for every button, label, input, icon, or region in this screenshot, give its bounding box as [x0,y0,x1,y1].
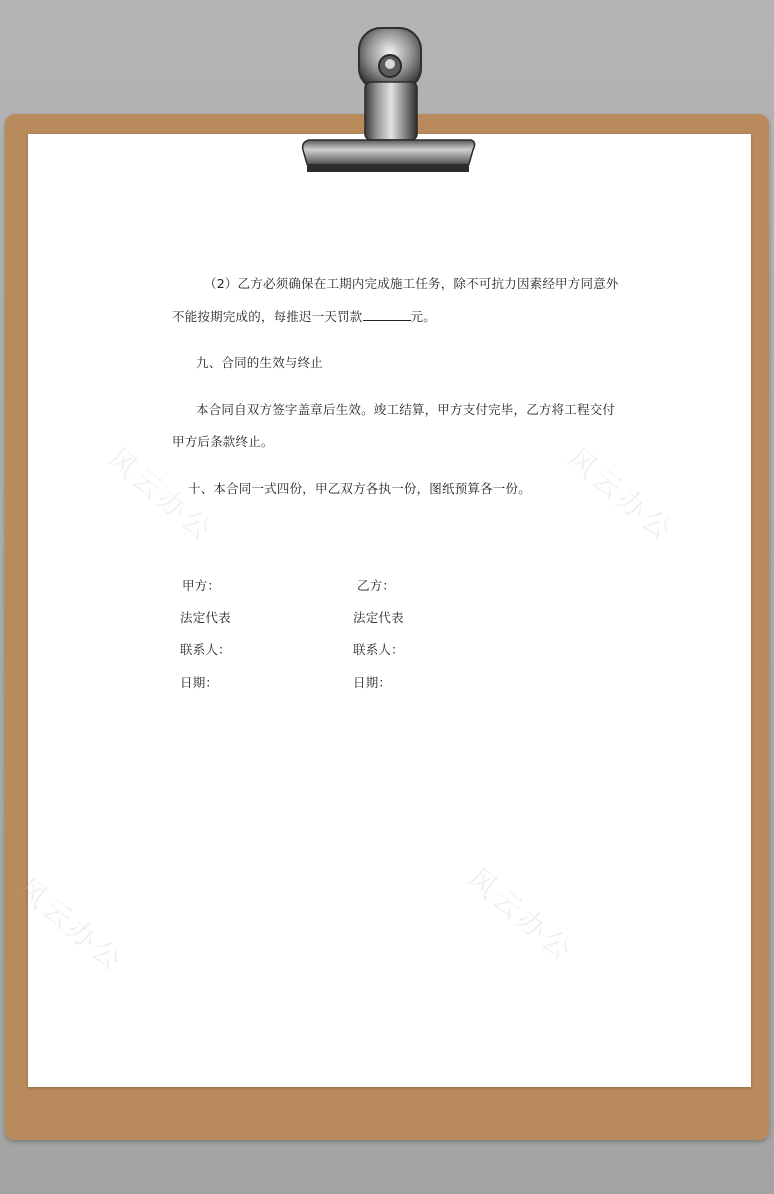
paragraph-effect-1: 本合同自双方签字盖章后生效。竣工结算，甲方支付完毕，乙方将工程交付 [196,402,616,417]
legal-rep-a-label: 法定代表 [180,610,231,625]
section-heading-9: 九、合同的生效与终止 [196,355,324,370]
watermark: 风云办公 [101,441,221,549]
party-b-label: 乙方： [357,578,396,593]
date-a-label: 日期： [180,675,219,690]
penalty-amount-blank [363,310,411,321]
contact-b-label: 联系人： [353,642,404,657]
penalty-text: 不能按期完成的，每推迟一天罚款 [172,309,363,324]
penalty-unit: 元。 [410,309,436,324]
legal-rep-b-label: 法定代表 [353,610,404,625]
watermark: 风云办公 [11,871,131,979]
party-a-label: 甲方： [182,578,221,593]
paragraph-penalty-1: （2）乙方必须确保在工期内完成施工任务，除不可抗力因素经甲方同意外 [204,276,619,291]
section-heading-10: 十、本合同一式四份，甲乙双方各执一份，图纸预算各一份。 [188,481,531,496]
contact-a-label: 联系人： [180,642,231,657]
watermark: 风云办公 [561,441,681,549]
paragraph-penalty-2 [172,307,436,325]
date-b-label: 日期： [353,675,392,690]
binder-clip-icon [293,24,483,178]
watermark: 风云办公 [461,861,581,969]
paragraph-effect-2: 甲方后条款终止。 [172,434,274,449]
